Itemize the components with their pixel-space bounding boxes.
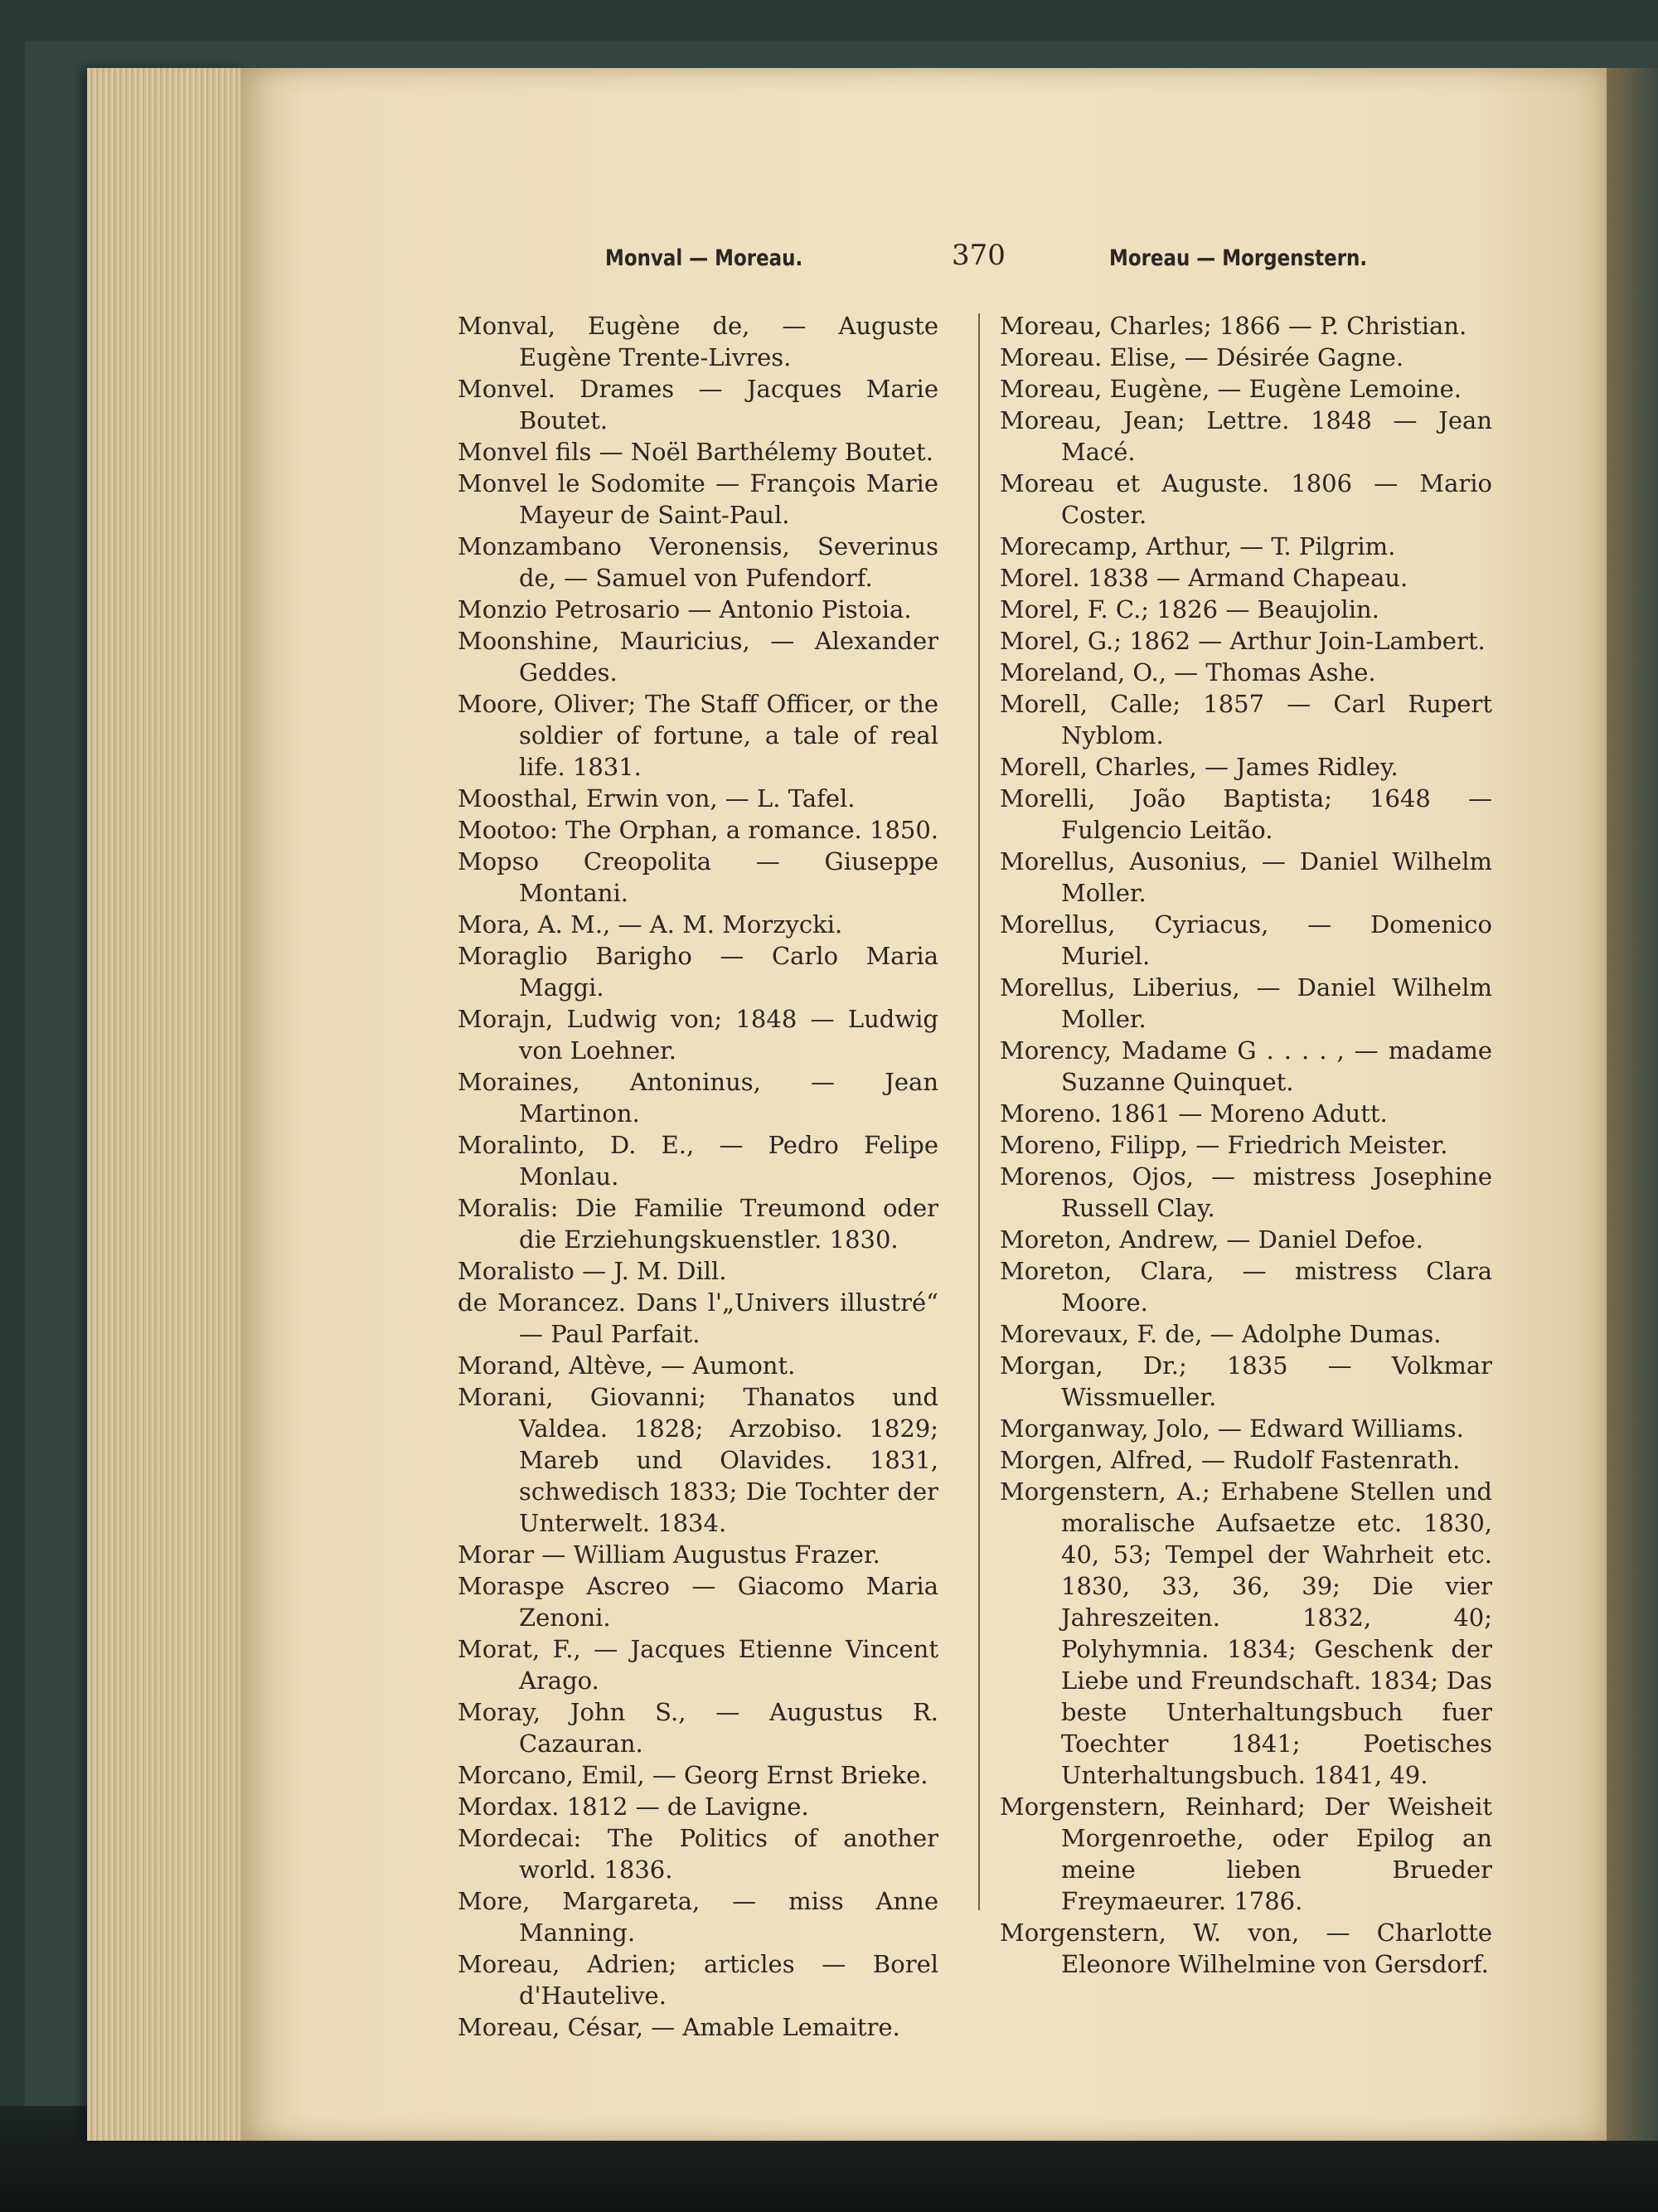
index-entry: Monzambano Veronensis, Severinus de, — Samuel von Pufendorf. bbox=[458, 532, 938, 592]
index-entry: Morelli, João Baptista; 1648 — Fulgencio Leitão. bbox=[1000, 784, 1492, 844]
index-entry: Morenos, Ojos, — mistress Josephine Russell Clay. bbox=[1000, 1162, 1492, 1222]
index-entry: Moore, Oliver; The Staff Officer, or the soldier of fortune, a tale of real life. 1831. bbox=[458, 690, 938, 781]
index-entry: Morgenstern, Reinhard; Der Weisheit Morgenroethe, oder Epilog an meine lieben Brueder Freymaeurer. 1786. bbox=[1000, 1792, 1492, 1915]
index-entry: Mordax. 1812 — de Lavigne. bbox=[458, 1792, 809, 1821]
index-entry: Moralinto, D. E., — Pedro Felipe Monlau. bbox=[458, 1131, 938, 1191]
index-entry: Morcano, Emil, — Georg Ernst Brieke. bbox=[458, 1761, 928, 1789]
index-entry: Morevaux, F. de, — Adolphe Dumas. bbox=[1000, 1320, 1442, 1348]
column-divider bbox=[978, 313, 980, 1910]
left-column bbox=[458, 310, 938, 2043]
index-entry: Morell, Charles, — James Ridley. bbox=[1000, 753, 1399, 781]
index-entry: Morellus, Liberius, — Daniel Wilhelm Moller. bbox=[1000, 973, 1492, 1033]
index-entry: Morellus, Ausonius, — Daniel Wilhelm Moller. bbox=[1000, 847, 1492, 907]
index-entry: Morel, G.; 1862 — Arthur Join-Lambert. bbox=[1000, 627, 1486, 655]
index-entry: Morecamp, Arthur, — T. Pilgrim. bbox=[1000, 532, 1396, 560]
running-head-right: Moreau — Morgenstern. bbox=[1109, 245, 1368, 271]
index-entry: Moonshine, Mauricius, — Alexander Geddes. bbox=[458, 627, 938, 686]
index-entry: Morat, F., — Jacques Etienne Vincent Arago. bbox=[458, 1635, 938, 1695]
index-entry: Moreau, César, — Amable Lemaitre. bbox=[458, 2013, 900, 2041]
facing-page-edge bbox=[1607, 68, 1658, 2141]
index-entry: Moreton, Andrew, — Daniel Defoe. bbox=[1000, 1225, 1423, 1254]
index-entry: Mootoo: The Orphan, a romance. 1850. bbox=[458, 816, 939, 844]
index-entry: Morel, F. C.; 1826 — Beaujolin. bbox=[1000, 595, 1379, 623]
index-entry: Moreau, Eugène, — Eugène Lemoine. bbox=[1000, 375, 1462, 403]
index-entry: Moraines, Antoninus, — Jean Martinon. bbox=[458, 1068, 938, 1128]
index-entry: Morgenstern, W. von, — Charlotte Eleonore Wilhelmine von Gersdorf. bbox=[1000, 1919, 1492, 1978]
index-entry: Morell, Calle; 1857 — Carl Rupert Nyblom. bbox=[1000, 690, 1492, 749]
index-entry: Moralisto — J. M. Dill. bbox=[458, 1257, 727, 1285]
index-entry: Moreau, Charles; 1866 — P. Christian. bbox=[1000, 312, 1467, 340]
running-head-left: Monval — Moreau. bbox=[605, 245, 803, 271]
index-entry: Morellus, Cyriacus, — Domenico Muriel. bbox=[1000, 910, 1492, 970]
index-entry: Morgen, Alfred, — Rudolf Fastenrath. bbox=[1000, 1446, 1461, 1474]
index-entry: de Morancez. Dans l'„Univers illustré“ — Paul Parfait. bbox=[458, 1288, 938, 1348]
index-entry: Moreland, O., — Thomas Ashe. bbox=[1000, 658, 1376, 686]
index-entry: Monzio Petrosario — Antonio Pistoia. bbox=[458, 595, 912, 623]
index-entry: Morganway, Jolo, — Edward Williams. bbox=[1000, 1414, 1464, 1443]
index-entry: Monval, Eugène de, — Auguste Eugène Trente-Livres. bbox=[458, 312, 938, 371]
index-entry: Morgan, Dr.; 1835 — Volkmar Wissmueller. bbox=[1000, 1351, 1492, 1411]
index-entry: Morand, Altève, — Aumont. bbox=[458, 1351, 796, 1380]
index-entry: Moreau. Elise, — Désirée Gagne. bbox=[1000, 343, 1404, 371]
index-entry: Moreau et Auguste. 1806 — Mario Coster. bbox=[1000, 469, 1492, 529]
right-column bbox=[1000, 310, 1492, 1980]
index-entry: Mopso Creopolita — Giuseppe Montani. bbox=[458, 847, 938, 907]
index-entry: Moray, John S., — Augustus R. Cazauran. bbox=[458, 1698, 938, 1758]
index-entry: Moraspe Ascreo — Giacomo Maria Zenoni. bbox=[458, 1572, 938, 1632]
index-entry: Moralis: Die Familie Treumond oder die Erziehungskuenstler. 1830. bbox=[458, 1194, 938, 1254]
index-entry: Mora, A. M., — A. M. Morzycki. bbox=[458, 910, 843, 939]
index-entry: Morency, Madame G . . . . , — madame Suzanne Quinquet. bbox=[1000, 1036, 1492, 1096]
page-number: 370 bbox=[952, 239, 1006, 272]
page-edges bbox=[87, 68, 245, 2141]
index-entry: Moreau, Jean; Lettre. 1848 — Jean Macé. bbox=[1000, 406, 1492, 466]
index-entry: More, Margareta, — miss Anne Manning. bbox=[458, 1887, 938, 1947]
index-entry: Morajn, Ludwig von; 1848 — Ludwig von Loehner. bbox=[458, 1005, 938, 1065]
index-entry: Morar — William Augustus Frazer. bbox=[458, 1540, 880, 1569]
index-entry: Morgenstern, A.; Erhabene Stellen und moralische Aufsaetze etc. 1830, 40, 53; Tempel der Wahrheit etc. 1830, 33, 36, 39; Die vier Jahreszeiten. 1832, 40; Polyhymnia. 1834; Geschenk der Liebe und Freundschaft. 1834; Das beste Unterhaltungsbuch fuer Toechter 1841; Poetisches Unterhaltungsbuch. 1841, 49. bbox=[1000, 1477, 1492, 1789]
index-entry: Monvel. Drames — Jacques Marie Boutet. bbox=[458, 375, 938, 434]
index-entry: Mordecai: The Politics of another world. 1836. bbox=[458, 1824, 938, 1884]
index-entry: Moreau, Adrien; articles — Borel d'Hautelive. bbox=[458, 1950, 938, 2010]
index-entry: Moreno. 1861 — Moreno Adutt. bbox=[1000, 1099, 1388, 1128]
index-entry: Moraglio Barigho — Carlo Maria Maggi. bbox=[458, 942, 938, 1002]
index-entry: Monvel le Sodomite — François Marie Mayeur de Saint-Paul. bbox=[458, 469, 938, 529]
index-entry: Morani, Giovanni; Thanatos und Valdea. 1828; Arzobiso. 1829; Mareb und Olavides. 1831, schwedisch 1833; Die Tochter der Unterwelt. 1834. bbox=[458, 1383, 938, 1537]
index-entry: Morel. 1838 — Armand Chapeau. bbox=[1000, 564, 1408, 592]
index-entry: Moreton, Clara, — mistress Clara Moore. bbox=[1000, 1257, 1492, 1317]
index-entry: Moosthal, Erwin von, — L. Tafel. bbox=[458, 784, 856, 813]
index-entry: Moreno, Filipp, — Friedrich Meister. bbox=[1000, 1131, 1448, 1159]
index-entry: Monvel fils — Noël Barthélemy Boutet. bbox=[458, 438, 933, 466]
